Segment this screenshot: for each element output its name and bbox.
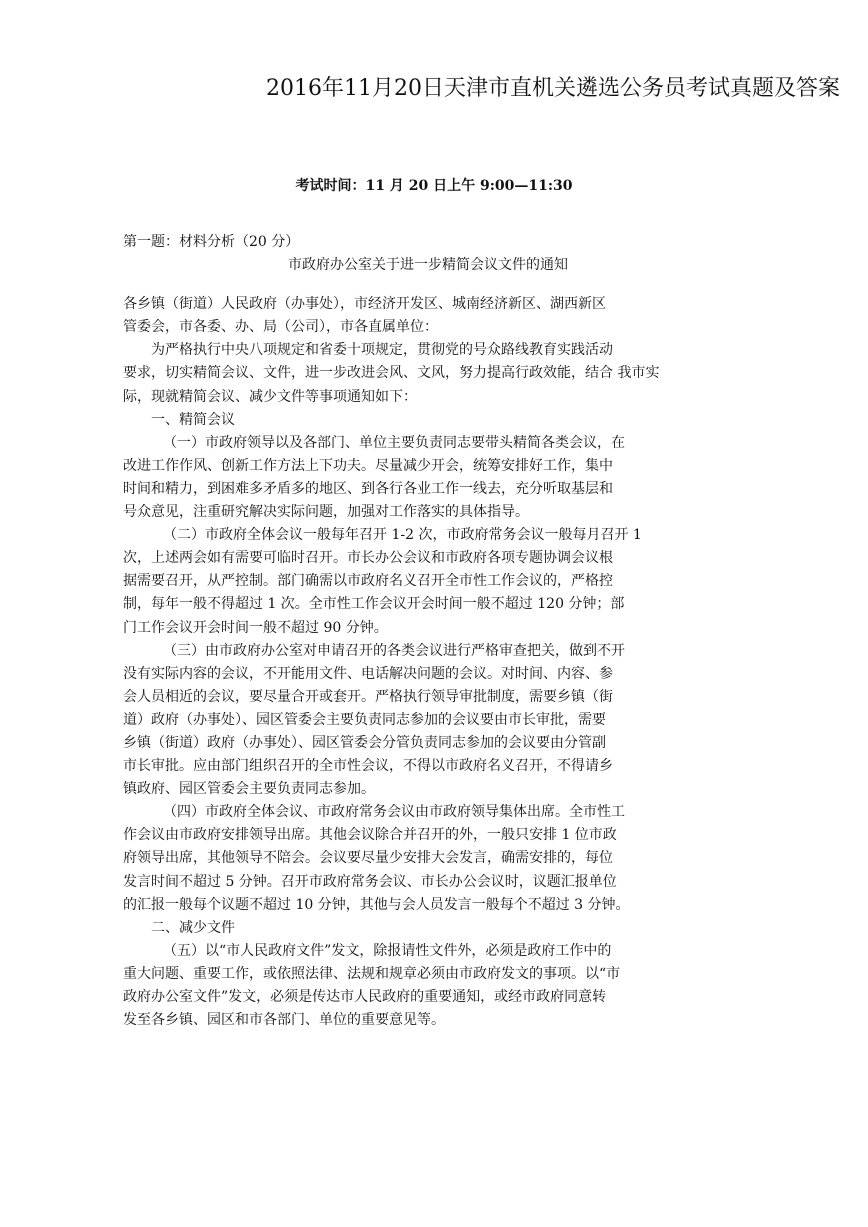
body-line: （二）市政府全体会议一般每年召开 1-2 次，市政府常务会议一般每月召开 1 [163, 527, 642, 544]
document-title: 2016年11月20日天津市直机关遴选公务员考试真题及答案 [266, 76, 840, 101]
body-line: 镇政府、园区管委会主要负责同志参加。 [123, 781, 375, 798]
body-line: 管委会，市各委、办、局（公司），市各直属单位： [123, 319, 438, 336]
body-line: （三）由市政府办公室对申请召开的各类会议进行严格审查把关，做到不开 [163, 642, 625, 659]
section-heading: 一、精简会议 [151, 411, 235, 428]
body-line: 为严格执行中央八项规定和省委十项规定，贯彻党的号众路线教育实践活动 [151, 342, 613, 359]
body-line: 各乡镇（街道）人民政府（办事处），市经济开发区、城南经济新区、湖西新区 [123, 296, 606, 313]
body-line: 门工作会议开会时间一般不超过 90 分钟。 [123, 619, 388, 636]
body-line: 重大问题、重要工作，或依照法律、法规和规章必须由市政府发文的事项。以“市 [123, 965, 621, 982]
body-line: 发言时间不超过 5 分钟。召开市政府常务会议、市长办公会议时，议题汇报单位 [123, 873, 617, 890]
exam-time: 考试时间：11 月 20 日上午 9:00—11:30 [295, 178, 573, 194]
body-line: 政府办公室文件”发文，必须是传达市人民政府的重要通知，或经市政府同意转 [123, 989, 607, 1005]
body-line: 要求，切实精简会议、文件，进一步改进会风、文风，努力提高行政效能，结合 我市实 [123, 365, 660, 382]
body-line: 作会议由市政府安排领导出席。其他会议除合并召开的外，一般只安排 1 位市政 [123, 827, 617, 844]
body-line: 据需要召开，从严控制。部门确需以市政府名义召开全市性工作会议的，严格控 [123, 573, 613, 590]
question-heading: 第一题：材料分析（20 分） [123, 234, 300, 250]
body-line: 府领导出席，其他领导不陪会。会议要尽量少安排大会发言，确需安排的，每位 [123, 850, 613, 867]
body-line: 时间和精力，到困难多矛盾多的地区、到各行各业工作一线去，充分听取基层和 [123, 480, 613, 497]
body-line: 发至各乡镇、园区和市各部门、单位的重要意见等。 [123, 1012, 445, 1029]
body-line: （五）以“市人民政府文件”发文，除报请性文件外，必须是政府工作中的 [163, 942, 612, 959]
body-line: 的汇报一般每个议题不超过 10 分钟，其他与会人员发言一般每个不超过 3 分钟。 [123, 896, 630, 913]
body-line: 市长审批。应由部门组织召开的全市性会议，不得以市政府名义召开，不得请乡 [123, 758, 613, 775]
body-line: 制，每年一般不得超过 1 次。全市性工作会议开会时间一般不超过 120 分钟；部 [123, 596, 625, 613]
body-line: （一）市政府领导以及各部门、单位主要负责同志要带头精简各类会议，在 [163, 434, 625, 451]
body-line: 没有实际内容的会议，不开能用文件、电话解决问题的会议。对时间、内容、参 [123, 665, 613, 682]
document-body [123, 231, 733, 1032]
body-line: 次，上述两会如有需要可临时召开。市长办公会议和市政府各项专题协调会议根 [123, 550, 613, 567]
body-line: 会人员相近的会议，要尽量合开或套开。严格执行领导审批制度，需要乡镇（街 [123, 688, 613, 705]
body-line: 乡镇（街道）政府（办事处）、园区管委会分管负责同志参加的会议要由分管副 [123, 734, 606, 751]
body-line: 道）政府（办事处）、园区管委会主要负责同志参加的会议要由市长审批，需要 [123, 711, 606, 728]
body-line: 号众意见，注重研究解决实际问题，加强对工作落实的具体指导。 [123, 504, 529, 521]
body-line: 际，现就精简会议、减少文件等事项通知如下： [123, 388, 417, 405]
body-line: 改进工作作风、创新工作方法上下功夫。尽量减少开会，统筹安排好工作，集中 [123, 457, 613, 474]
notice-title: 市政府办公室关于进一步精简会议文件的通知 [288, 257, 568, 274]
section-heading: 二、减少文件 [151, 919, 235, 936]
body-line: （四）市政府全体会议、市政府常务会议由市政府领导集体出席。全市性工 [163, 804, 625, 821]
